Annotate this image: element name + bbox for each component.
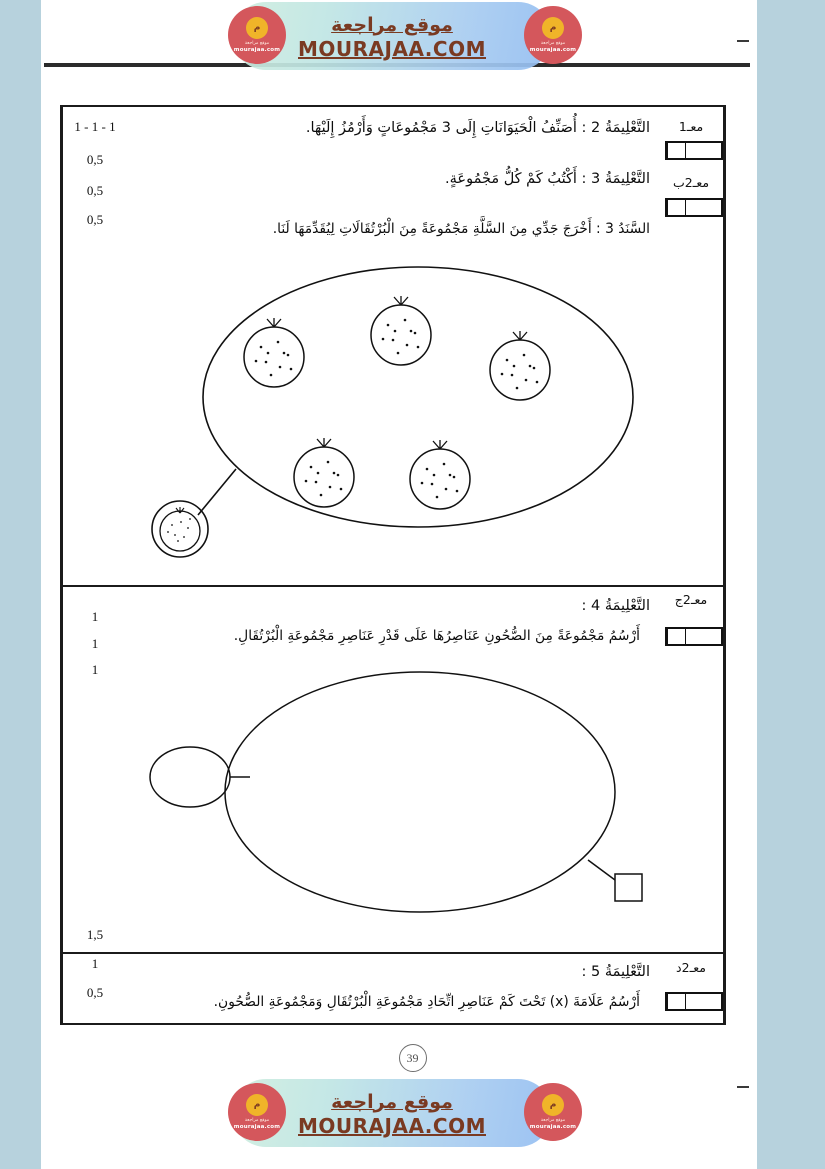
empty-set-diagram [128, 662, 668, 927]
answer-cell[interactable] [685, 994, 703, 1009]
watermark-arabic: موقع مراجعة [331, 1090, 453, 1113]
watermark-banner-top [0, 0, 825, 72]
score-value: 1 - 1 - 1 [74, 119, 116, 134]
row-divider-2 [62, 952, 724, 954]
score-value: 1 [91, 609, 99, 624]
logo-arabic: موقع مراجعة [244, 1118, 270, 1124]
score-value: 1 [91, 662, 99, 677]
answer-boxes-ma2b[interactable] [665, 198, 723, 217]
exercise-frame [60, 105, 726, 1025]
watermark-url[interactable]: MOURAJAA.COM [298, 1113, 486, 1138]
answer-cell[interactable] [667, 994, 685, 1009]
instruction-4-body: أَرْسُمُ مَجْمُوعَةً مِنَ الصُّحُونِ عَنَاصِرُهَا عَلَى قَدْرِ عَنَاصِرِ مَجْمُوعَةِ الْبُرْتُقَالِ. [233, 628, 640, 644]
score-column [62, 107, 128, 1023]
answer-boxes-ma2d[interactable] [665, 992, 723, 1011]
watermark-logo-right [524, 1083, 582, 1141]
score-value: 1 [91, 956, 99, 971]
answer-cell[interactable] [685, 143, 703, 158]
watermark-url[interactable]: MOURAJAA.COM [298, 36, 486, 61]
instruction-5-body: أَرْسُمُ عَلَامَةَ (x) تَحْتَ كَمْ عَنَاصِرِ اتِّحَادِ مَجْمُوعَةِ الْبُرْتُقَالِ وَمَجْمُوعَةِ الصُّحُونِ. [213, 994, 640, 1010]
logo-emblem-icon: م [246, 1094, 268, 1116]
watermark-logo-right [524, 6, 582, 64]
instruction-5-title: التَّعْلِيمَةُ 5 : [581, 964, 650, 980]
orange-icon [410, 440, 470, 509]
logo-url: mourajaa.com [233, 1123, 281, 1130]
orange-icon [294, 438, 354, 507]
logo-emblem-icon: م [542, 17, 564, 39]
competency-column [660, 107, 724, 1023]
score-value: 0,5 [86, 152, 104, 167]
watermark-banner-bottom [0, 1077, 825, 1149]
competency-label-ma2b: معـ2ب [672, 175, 710, 190]
logo-url: mourajaa.com [529, 1123, 577, 1130]
logo-arabic: موقع مراجعة [244, 41, 270, 47]
answer-cell[interactable] [667, 200, 685, 215]
competency-label-ma1: معـ1 [678, 119, 704, 134]
label-orange-icon [160, 507, 200, 551]
answer-cell[interactable] [703, 143, 721, 158]
exercise-body [128, 107, 660, 1023]
logo-url: mourajaa.com [529, 46, 577, 53]
orange-icon [244, 318, 304, 387]
page-number-value: 39 [399, 1044, 427, 1072]
support-3: السَّنَدُ 3 : أَخْرَجَ جَدِّي مِنَ السَّلَّةِ مَجْمُوعَةً مِنَ الْبُرْتُقَالَاتِ لِيُقَدِّمَهَا لَنَا. [272, 221, 650, 237]
logo-emblem-icon: م [542, 1094, 564, 1116]
logo-url: mourajaa.com [233, 46, 281, 53]
instruction-3: التَّعْلِيمَةُ 3 : أَكْتُبُ كَمْ كُلُّ مَجْمُوعَةٍ. [445, 171, 650, 187]
score-value: 1 [91, 636, 99, 651]
answer-cell[interactable] [667, 143, 685, 158]
logo-emblem-icon: م [246, 17, 268, 39]
answer-cell[interactable] [703, 200, 721, 215]
answer-cell[interactable] [703, 629, 721, 644]
competency-label-ma2j: معـ2ج [674, 592, 708, 607]
watermark-text-group [232, 1081, 552, 1147]
orange-icon [490, 331, 550, 400]
answer-cell[interactable] [703, 994, 721, 1009]
score-value: 0,5 [86, 183, 104, 198]
answer-boxes-ma1[interactable] [665, 141, 723, 160]
logo-arabic: موقع مراجعة [540, 1118, 566, 1124]
watermark-text-group [232, 4, 552, 70]
watermark-arabic: موقع مراجعة [331, 13, 453, 36]
answer-boxes-ma2j[interactable] [665, 627, 723, 646]
instruction-4-title: التَّعْلِيمَةُ 4 : [581, 598, 650, 614]
row-divider-1 [62, 585, 724, 587]
score-value: 0,5 [86, 985, 104, 1000]
answer-cell[interactable] [685, 200, 703, 215]
score-value: 0,5 [86, 212, 104, 227]
score-value: 1,5 [86, 927, 104, 942]
orange-icon [371, 296, 431, 365]
answer-cell[interactable] [685, 629, 703, 644]
instruction-2: التَّعْلِيمَةُ 2 : أُصَنِّفُ الْحَيَوَانَاتِ إِلَى 3 مَجْمُوعَاتٍ وَأَرْمُزُ إِلَيْهَا. [305, 120, 650, 136]
oranges-set-diagram [128, 257, 668, 562]
logo-arabic: موقع مراجعة [540, 41, 566, 47]
page-number [0, 1044, 825, 1072]
competency-label-ma2d: معـ2د [676, 960, 706, 975]
answer-cell[interactable] [667, 629, 685, 644]
